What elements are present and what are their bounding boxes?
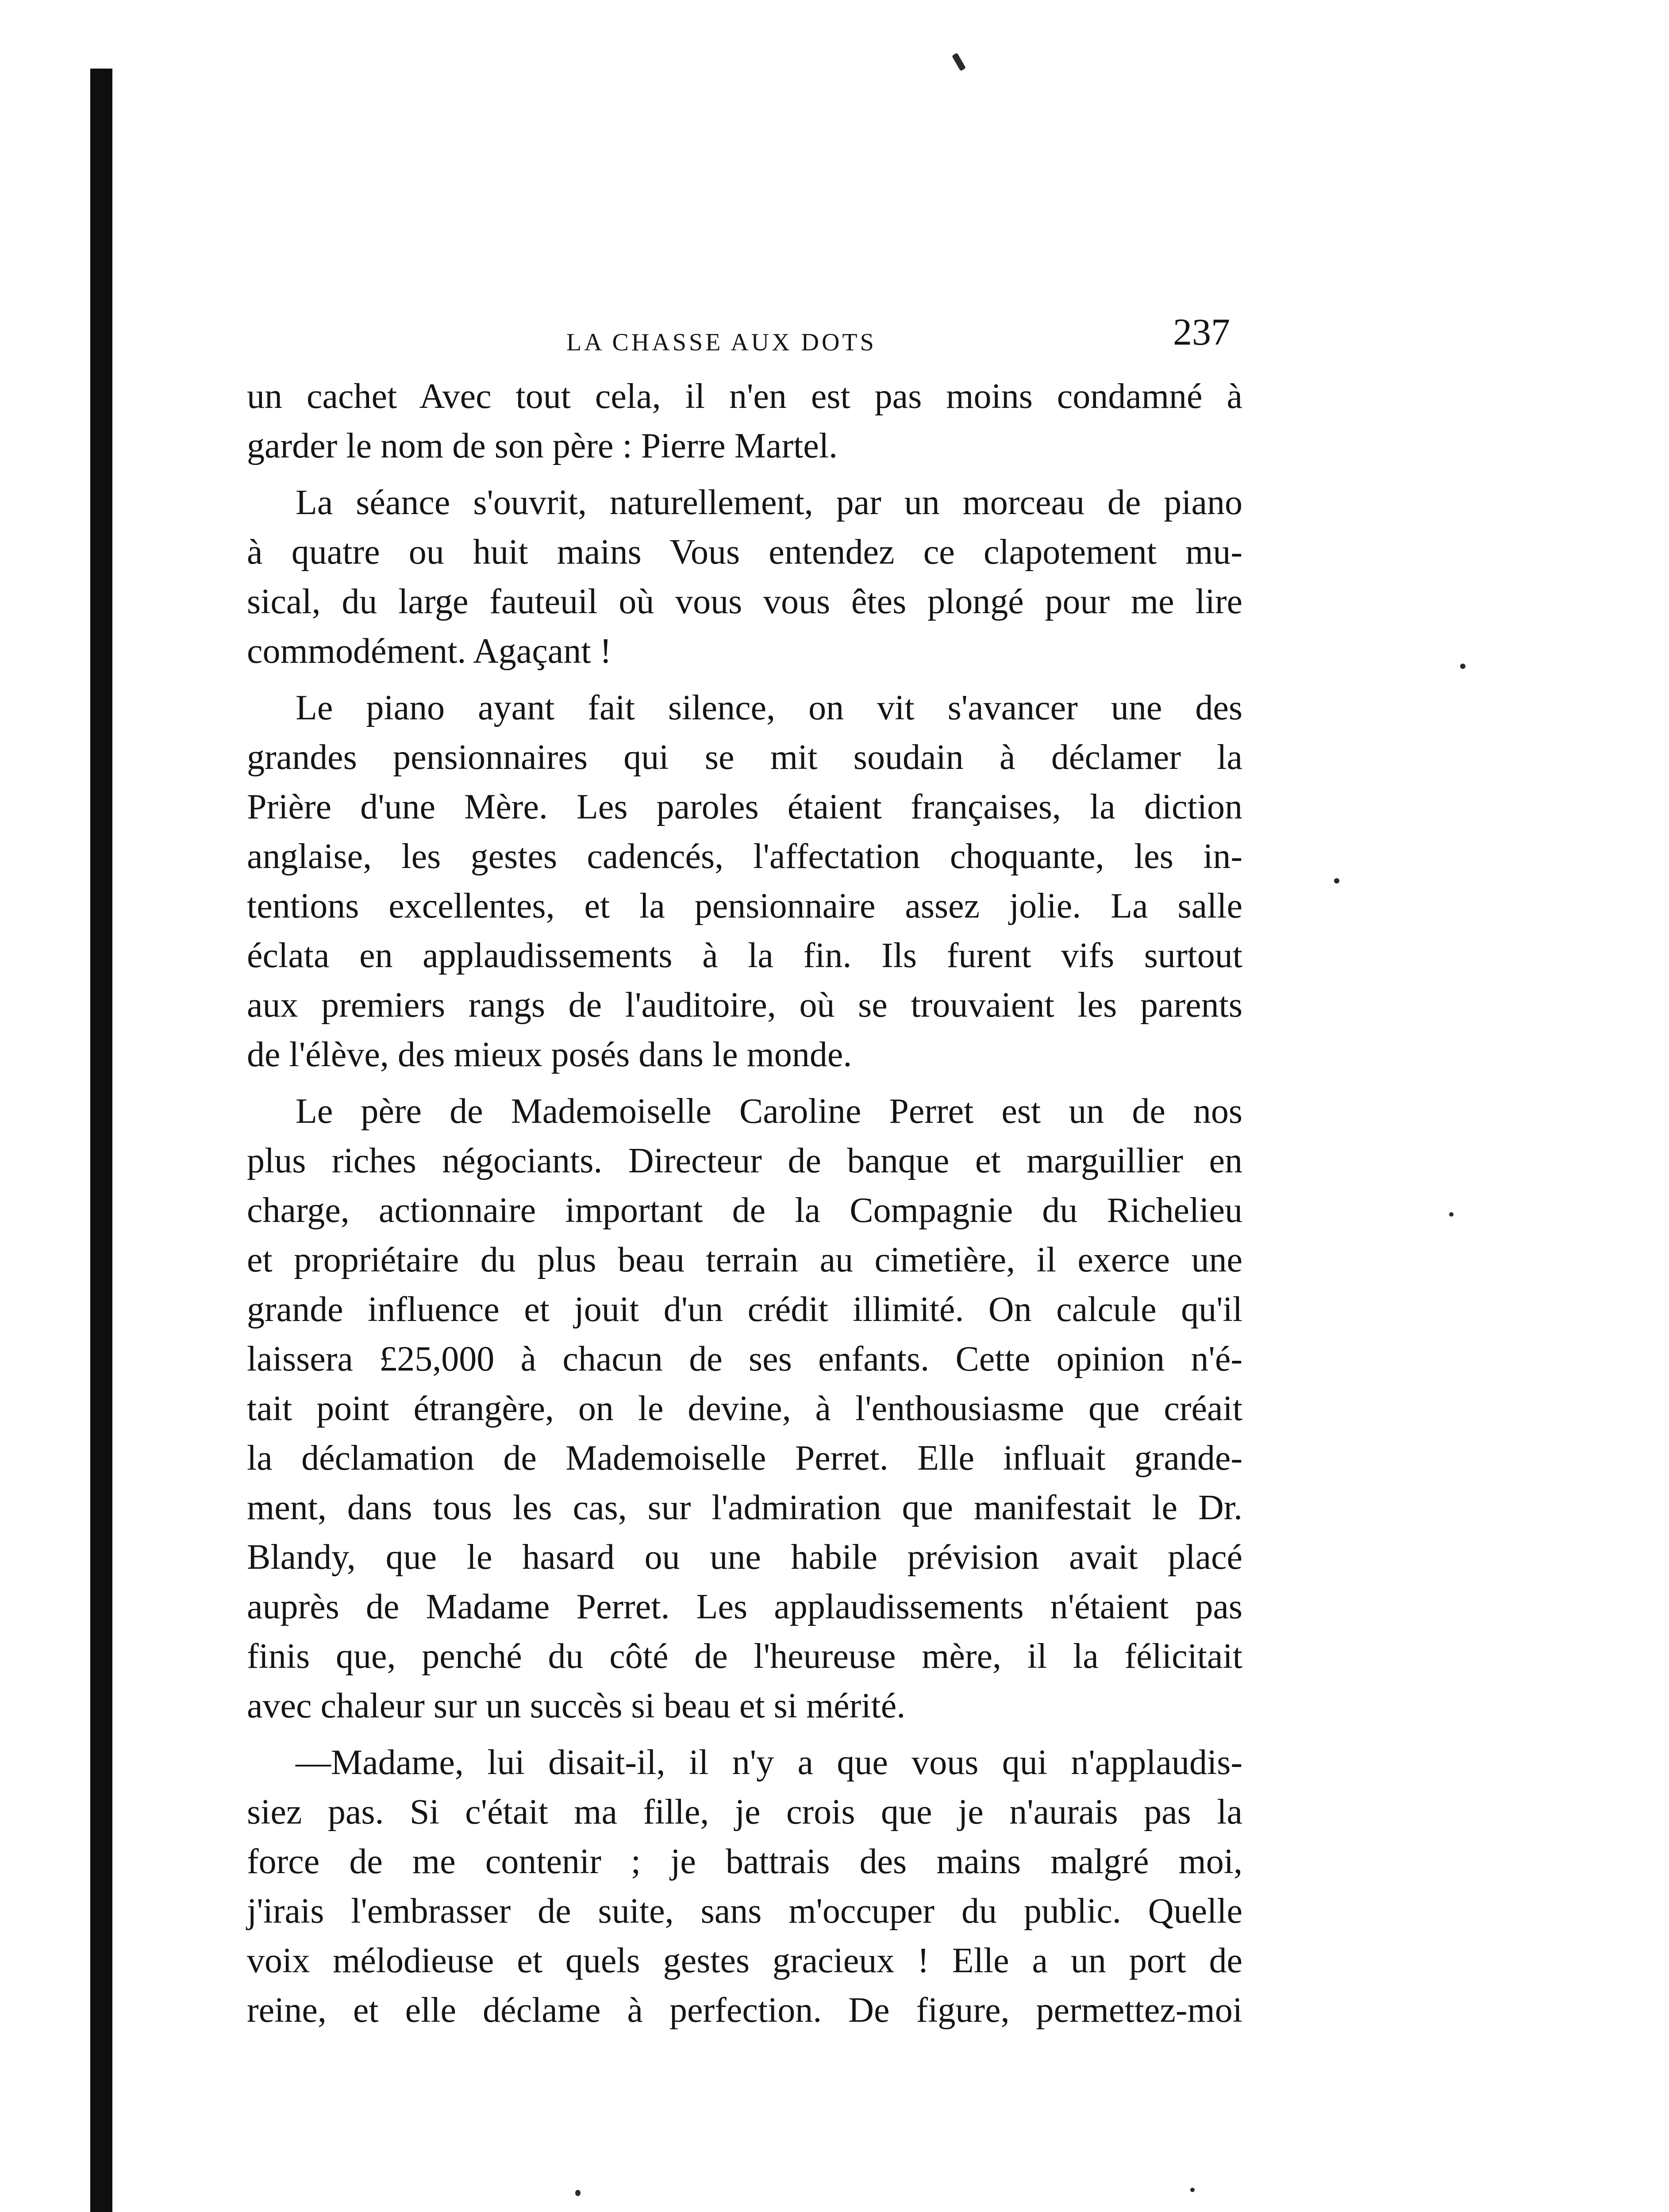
text-line: grande influence et jouit d'un crédit illimité. On calcule qu'il — [247, 1290, 1242, 1329]
text-line: la déclamation de Mademoiselle Perret. Elle influait grande- — [247, 1439, 1242, 1478]
text-line: force de me contenir ; je battrais des mains malgré moi, — [247, 1842, 1242, 1881]
paragraph-2 — [247, 478, 1242, 676]
text-line: Le piano ayant fait silence, on vit s'avancer une des — [296, 688, 1242, 727]
text-line: grandes pensionnaires qui se mit soudain à déclamer la — [247, 738, 1242, 777]
scan-speck — [952, 53, 966, 71]
text-line: La séance s'ouvrit, naturellement, par un morceau de piano — [296, 483, 1242, 522]
text-line: commodément. Agaçant ! — [247, 632, 612, 671]
text-line: reine, et elle déclame à perfection. De figure, permettez-moi — [247, 1991, 1242, 2030]
text-line: sical, du large fauteuil où vous vous êtes plongé pour me lire — [247, 582, 1242, 621]
text-line: j'irais l'embrasser de suite, sans m'occuper du public. Quelle — [247, 1892, 1242, 1931]
page-body — [247, 372, 1242, 2042]
text-line: avec chaleur sur un succès si beau et si mérité. — [247, 1686, 906, 1725]
text-line: laissera £25,000 à chacun de ses enfants. Cette opinion n'é- — [247, 1340, 1242, 1379]
text-line: à quatre ou huit mains Vous entendez ce clapotement mu- — [247, 533, 1242, 572]
paragraph-4 — [247, 1087, 1242, 1731]
text-line: siez pas. Si c'était ma fille, je crois que je n'aurais pas la — [247, 1793, 1242, 1832]
text-line: aux premiers rangs de l'auditoire, où se trouvaient les parents — [247, 986, 1242, 1025]
text-line: de l'élève, des mieux posés dans le monde. — [247, 1035, 852, 1074]
text-line: charge, actionnaire important de la Compagnie du Richelieu — [247, 1191, 1242, 1230]
text-line: tait point étrangère, on le devine, à l'enthousiasme que créait — [247, 1389, 1242, 1428]
text-line: anglaise, les gestes cadencés, l'affectation choquante, les in- — [247, 837, 1242, 876]
text-line: Prière d'une Mère. Les paroles étaient françaises, la diction — [247, 787, 1242, 826]
text-line: ment, dans tous les cas, sur l'admiration que manifestait le Dr. — [247, 1488, 1242, 1527]
scan-speck — [1449, 1212, 1454, 1217]
paragraph-1 — [247, 372, 1242, 471]
binding-edge-shadow — [90, 69, 112, 2212]
text-line: un cachet Avec tout cela, il n'en est pas moins condamné à — [247, 377, 1242, 416]
scan-speck — [1460, 664, 1465, 669]
text-line: plus riches négociants. Directeur de banque et marguillier en — [247, 1141, 1242, 1180]
paragraph-5 — [247, 1738, 1242, 2035]
text-line: tentions excellentes, et la pensionnaire assez jolie. La salle — [247, 887, 1242, 926]
text-line: et propriétaire du plus beau terrain au cimetière, il exerce une — [247, 1240, 1242, 1279]
text-line: Le père de Mademoiselle Caroline Perret est un de nos — [296, 1092, 1242, 1131]
page-header — [248, 310, 1239, 367]
scan-speck — [1190, 2188, 1195, 2192]
text-line: Blandy, que le hasard ou une habile prévision avait placé — [247, 1538, 1242, 1577]
text-line: auprès de Madame Perret. Les applaudissements n'étaient pas — [247, 1587, 1242, 1626]
text-line: voix mélodieuse et quels gestes gracieux ! Elle a un port de — [247, 1941, 1242, 1980]
scan-speck — [575, 2190, 581, 2196]
scan-speck — [1334, 878, 1339, 883]
page-number: 237 — [1173, 311, 1230, 353]
paragraph-3 — [247, 683, 1242, 1079]
text-line: éclata en applaudissements à la fin. Ils furent vifs surtout — [247, 936, 1242, 975]
text-line: garder le nom de son père : Pierre Martel. — [247, 426, 838, 465]
running-title: LA CHASSE AUX DOTS — [566, 329, 877, 356]
text-line: finis que, penché du côté de l'heureuse mère, il la félicitait — [247, 1637, 1242, 1676]
text-line: —Madame, lui disait-il, il n'y a que vous qui n'applaudis- — [296, 1743, 1242, 1782]
